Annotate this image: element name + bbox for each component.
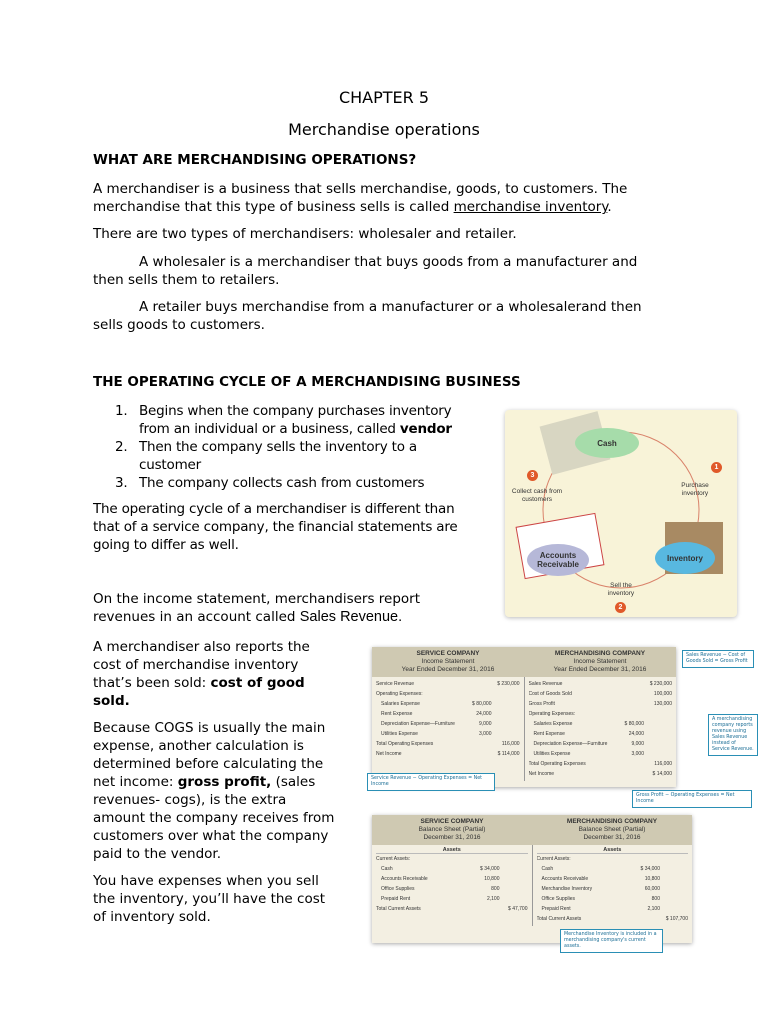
text: (sales [271, 774, 316, 790]
table-row [529, 749, 673, 759]
table-row [529, 709, 673, 719]
text: revenues- cogs), is the extra [93, 792, 287, 808]
row-amount [616, 759, 644, 769]
table-row [376, 739, 520, 749]
row-label: Total Current Assets [536, 916, 582, 922]
table-row [537, 864, 689, 874]
table-row [376, 884, 528, 894]
cycle-node-accounts-receivable: Accounts Receivable [527, 544, 589, 576]
text: SERVICE COMPANY [416, 650, 480, 657]
text: December 31, 2016 [583, 834, 641, 841]
paragraph-definition [93, 180, 627, 216]
row-label: Prepaid Rent [381, 896, 411, 902]
text: A merchandiser also reports the [93, 639, 310, 655]
row-amount: 800 [651, 896, 660, 902]
text: that of a service company, the financial statements are [93, 519, 458, 535]
text: that’s been sold: [93, 675, 211, 691]
text: then sells them to retailers. [93, 272, 280, 288]
section-heading-2: THE OPERATING CYCLE OF A MERCHANDISING BUSINESS [93, 374, 521, 390]
paragraph-retailer [93, 298, 642, 334]
row-label: Office Supplies [541, 896, 576, 902]
paragraph-cogs [93, 638, 310, 710]
table-row [537, 904, 689, 914]
callout-service-net-income: Service Revenue − Operating Expenses = Net Income [367, 773, 495, 791]
table-row [376, 719, 520, 729]
text: paid to the vendor. [93, 846, 222, 862]
row-label: Total Current Assets [376, 906, 421, 912]
text: MERCHANDISING COMPANY [566, 818, 658, 825]
text: A merchandiser is a business that sells merchandise, goods, to customers. The [93, 181, 628, 197]
row-amount: 116,000 [654, 761, 672, 767]
row-label: Accounts Receivable [541, 876, 589, 882]
text: customers over what the company [93, 828, 329, 844]
row-amount [500, 874, 528, 884]
row-amount [464, 689, 492, 699]
callout-gross-profit-formula: Sales Revenue − Cost of Goods Sold = Gross Profit [682, 650, 754, 668]
row-amount: $ 47,700 [508, 906, 528, 912]
table-row [529, 679, 673, 689]
operating-cycle-diagram [505, 410, 737, 617]
step-label-sell: Sell the inventory [607, 582, 635, 597]
row-amount: $ 34,000 [480, 866, 500, 872]
chapter-heading: CHAPTER 5 [338, 88, 430, 107]
text: determined before calculating the [93, 756, 324, 772]
row-amount [632, 914, 660, 924]
row-amount [644, 739, 672, 749]
text: SERVICE COMPANY [420, 818, 484, 825]
page-title: Merchandise operations [288, 120, 480, 139]
term-gross-profit: gross profit, [177, 774, 272, 790]
row-label: Net Income [528, 771, 555, 777]
section-heading-1: WHAT ARE MERCHANDISING OPERATIONS? [93, 152, 417, 168]
row-amount [500, 894, 528, 904]
text: A wholesaler is a merchandiser that buys goods from a manufacturer and [139, 254, 638, 270]
row-label: Utilities Expense [381, 731, 418, 737]
table-row [529, 759, 673, 769]
row-amount: 800 [491, 886, 500, 892]
term-merchandise-inventory: merchandise inventory [453, 199, 608, 215]
step-label-purchase: Purchase inventory [681, 482, 709, 497]
row-amount [492, 689, 520, 699]
table-row [376, 874, 528, 884]
row-label: Merchandise Inventory [541, 886, 593, 892]
row-label: Accounts Receivable [381, 876, 428, 882]
text: Income Statement [573, 658, 627, 665]
term-cogs: cost of good [210, 675, 305, 691]
text: revenues in an account called [93, 609, 300, 625]
text: merchandise that this type of business sells is called [93, 199, 454, 215]
row-amount: $ 230,000 [649, 681, 672, 687]
row-amount: $ 80,000 [472, 701, 492, 707]
list-number: 3. [115, 475, 128, 491]
row-amount [492, 699, 520, 709]
row-amount: $ 114,000 [497, 751, 520, 757]
table-row [529, 689, 673, 699]
row-amount: 24,000 [628, 731, 644, 737]
paragraph-income-statement [93, 590, 420, 626]
row-label: Salaries Expense [533, 721, 573, 727]
text: Balance Sheet (Partial) [418, 826, 486, 833]
row-amount [472, 854, 500, 864]
list-number: 1. [115, 403, 128, 419]
row-amount [616, 689, 644, 699]
row-amount [500, 854, 528, 864]
row-amount: 100,000 [653, 691, 672, 697]
table-row [376, 749, 520, 759]
text: going to differ as well. [93, 537, 239, 553]
table-row [376, 709, 520, 719]
row-amount [660, 864, 688, 874]
text: December 31, 2016 [423, 834, 481, 841]
table-row [537, 914, 689, 924]
row-label: Depreciation Expense—Furniture [381, 721, 455, 727]
row-amount [492, 729, 520, 739]
row-label: Current Assets: [536, 856, 571, 862]
row-amount [660, 894, 688, 904]
text: Because COGS is usually the main [93, 720, 326, 736]
callout-merch-inventory: Merchandise Inventory is included in a merchandising company's current assets. [560, 929, 663, 953]
paragraph-gross-profit [93, 719, 334, 863]
row-amount [660, 884, 688, 894]
table-row [376, 679, 520, 689]
service-income-rows [372, 677, 524, 781]
row-amount [644, 749, 672, 759]
row-amount: 2,100 [647, 906, 660, 912]
table-row [537, 894, 689, 904]
row-label: Salaries Expense [381, 701, 420, 707]
merch-income-rows [524, 677, 677, 781]
list-number: 2. [115, 439, 128, 455]
row-amount: $ 230,000 [497, 681, 520, 687]
row-label: Current Assets: [376, 856, 411, 862]
list-item [115, 402, 500, 438]
service-balance-header [372, 815, 532, 845]
income-statement-figure [372, 647, 676, 787]
table-row [376, 854, 528, 864]
term-sales-revenue: Sales Revenue. [299, 609, 403, 625]
row-label: Cash [381, 866, 393, 872]
row-amount: 60,000 [644, 886, 660, 892]
text: net income: [93, 774, 178, 790]
row-amount [644, 709, 672, 719]
table-row [376, 729, 520, 739]
row-label: Operating Expenses: [528, 711, 576, 717]
row-amount [492, 709, 520, 719]
row-amount [644, 729, 672, 739]
row-label: Total Operating Expenses [528, 761, 586, 767]
text: the inventory, you’ll have the cost [93, 891, 326, 907]
text: from an individual or a business, called [139, 421, 400, 437]
text: MERCHANDISING COMPANY [554, 650, 646, 657]
table-row [529, 729, 673, 739]
paragraph-types: There are two types of merchandisers: wholesaler and retailer. [93, 226, 517, 242]
row-label: Total Operating Expenses [376, 741, 434, 747]
table-row [537, 854, 689, 864]
row-amount [464, 679, 492, 689]
row-label: Service Revenue [376, 681, 415, 687]
paragraph-wholesaler [93, 253, 637, 289]
row-amount [500, 864, 528, 874]
row-amount: 116,000 [501, 741, 520, 747]
row-amount: $ 80,000 [624, 721, 644, 727]
row-amount [660, 854, 688, 864]
text: amount the company receives from [93, 810, 335, 826]
table-row [376, 904, 528, 914]
row-label: Cash [541, 866, 554, 872]
paragraph-operating-cycle [93, 500, 458, 554]
row-amount [464, 749, 492, 759]
text: Begins when the company purchases inventory [139, 403, 452, 419]
row-amount: 9,000 [478, 721, 492, 727]
row-amount: 3,000 [478, 731, 492, 737]
text: cost of merchandise inventory [93, 657, 299, 673]
list-item [115, 438, 500, 474]
row-label: Depreciation Expense—Furniture [533, 741, 608, 747]
row-amount [616, 769, 644, 779]
text: Year Ended December 31, 2016 [553, 666, 647, 673]
table-row [529, 739, 673, 749]
row-amount [660, 904, 688, 914]
paragraph-expenses [93, 872, 325, 926]
service-income-header [372, 647, 524, 677]
text: sold. [93, 693, 130, 709]
merch-income-header [524, 647, 676, 677]
row-amount: 3,000 [631, 751, 644, 757]
assets-heading: Assets [537, 847, 689, 854]
callout-sales-revenue: A merchandising company reports revenue using Sales Revenue instead of Service Revenue. [708, 714, 758, 756]
table-row [537, 874, 689, 884]
row-amount [644, 719, 672, 729]
row-amount [660, 874, 688, 884]
table-row [529, 769, 673, 779]
table-row [376, 864, 528, 874]
row-amount [632, 854, 660, 864]
merch-balance-header [532, 815, 692, 845]
text: A retailer buys merchandise from a manufacturer or a wholesalerand then [139, 299, 642, 315]
row-amount [472, 904, 500, 914]
text: The company collects cash from customers [139, 475, 425, 491]
text: The operating cycle of a merchandiser is different than [93, 501, 455, 517]
row-amount [500, 884, 528, 894]
row-amount [616, 709, 644, 719]
row-amount: 10,800 [484, 876, 500, 882]
row-amount: $ 14,000 [652, 771, 672, 777]
row-amount: $ 34,000 [640, 866, 660, 872]
row-label: Cost of Goods Sold [528, 691, 572, 697]
text: sells goods to customers. [93, 317, 265, 333]
row-label: Utilities Expense [533, 751, 571, 757]
row-label: Operating Expenses: [376, 691, 423, 697]
row-label: Office Supplies [381, 886, 415, 892]
row-amount [464, 739, 492, 749]
step-number-3: 3 [527, 470, 538, 481]
callout-merch-net-income: Gross Profit − Operating Expenses = Net Income [632, 790, 752, 808]
table-row [376, 894, 528, 904]
table-row [537, 884, 689, 894]
merch-balance-rows [532, 845, 693, 926]
text: . [607, 199, 612, 215]
row-label: Rent Expense [381, 711, 413, 717]
table-row [376, 689, 520, 699]
text: You have expenses when you sell [93, 873, 319, 889]
cycle-node-cash: Cash [575, 428, 639, 458]
step-number-2: 2 [615, 602, 626, 613]
list-item [115, 474, 500, 492]
table-row [529, 699, 673, 709]
row-amount [616, 679, 644, 689]
text: customer [139, 457, 201, 473]
assets-heading: Assets [376, 847, 528, 854]
text: of inventory sold. [93, 909, 211, 925]
text: Then the company sells the inventory to a [139, 439, 417, 455]
text: On the income statement, merchandisers report [93, 591, 421, 607]
row-amount: $ 107,700 [665, 916, 688, 922]
text: Balance Sheet (Partial) [578, 826, 646, 833]
step-label-collect: Collect cash from customers [511, 488, 563, 503]
row-amount: 9,000 [631, 741, 644, 747]
row-amount: 24,000 [476, 711, 492, 717]
table-row [529, 719, 673, 729]
row-amount: 2,100 [486, 896, 500, 902]
row-label: Prepaid Rent [541, 906, 571, 912]
row-label: Net Income [376, 751, 402, 757]
text: Income Statement [421, 658, 475, 665]
row-label: Rent Expense [533, 731, 565, 737]
text: expense, another calculation is [93, 738, 304, 754]
row-amount: 10,800 [644, 876, 660, 882]
table-row [376, 699, 520, 709]
row-label: Gross Profit [528, 701, 555, 707]
balance-sheet-figure [372, 815, 692, 943]
term-vendor: vendor [399, 421, 452, 437]
cycle-node-inventory: Inventory [655, 542, 715, 574]
step-number-1: 1 [711, 462, 722, 473]
row-amount [492, 719, 520, 729]
text: Year Ended December 31, 2016 [401, 666, 495, 673]
cycle-list [115, 402, 500, 492]
service-balance-rows [372, 845, 532, 926]
row-amount [616, 699, 644, 709]
row-label: Sales Revenue [528, 681, 563, 687]
row-amount: 130,000 [653, 701, 672, 707]
